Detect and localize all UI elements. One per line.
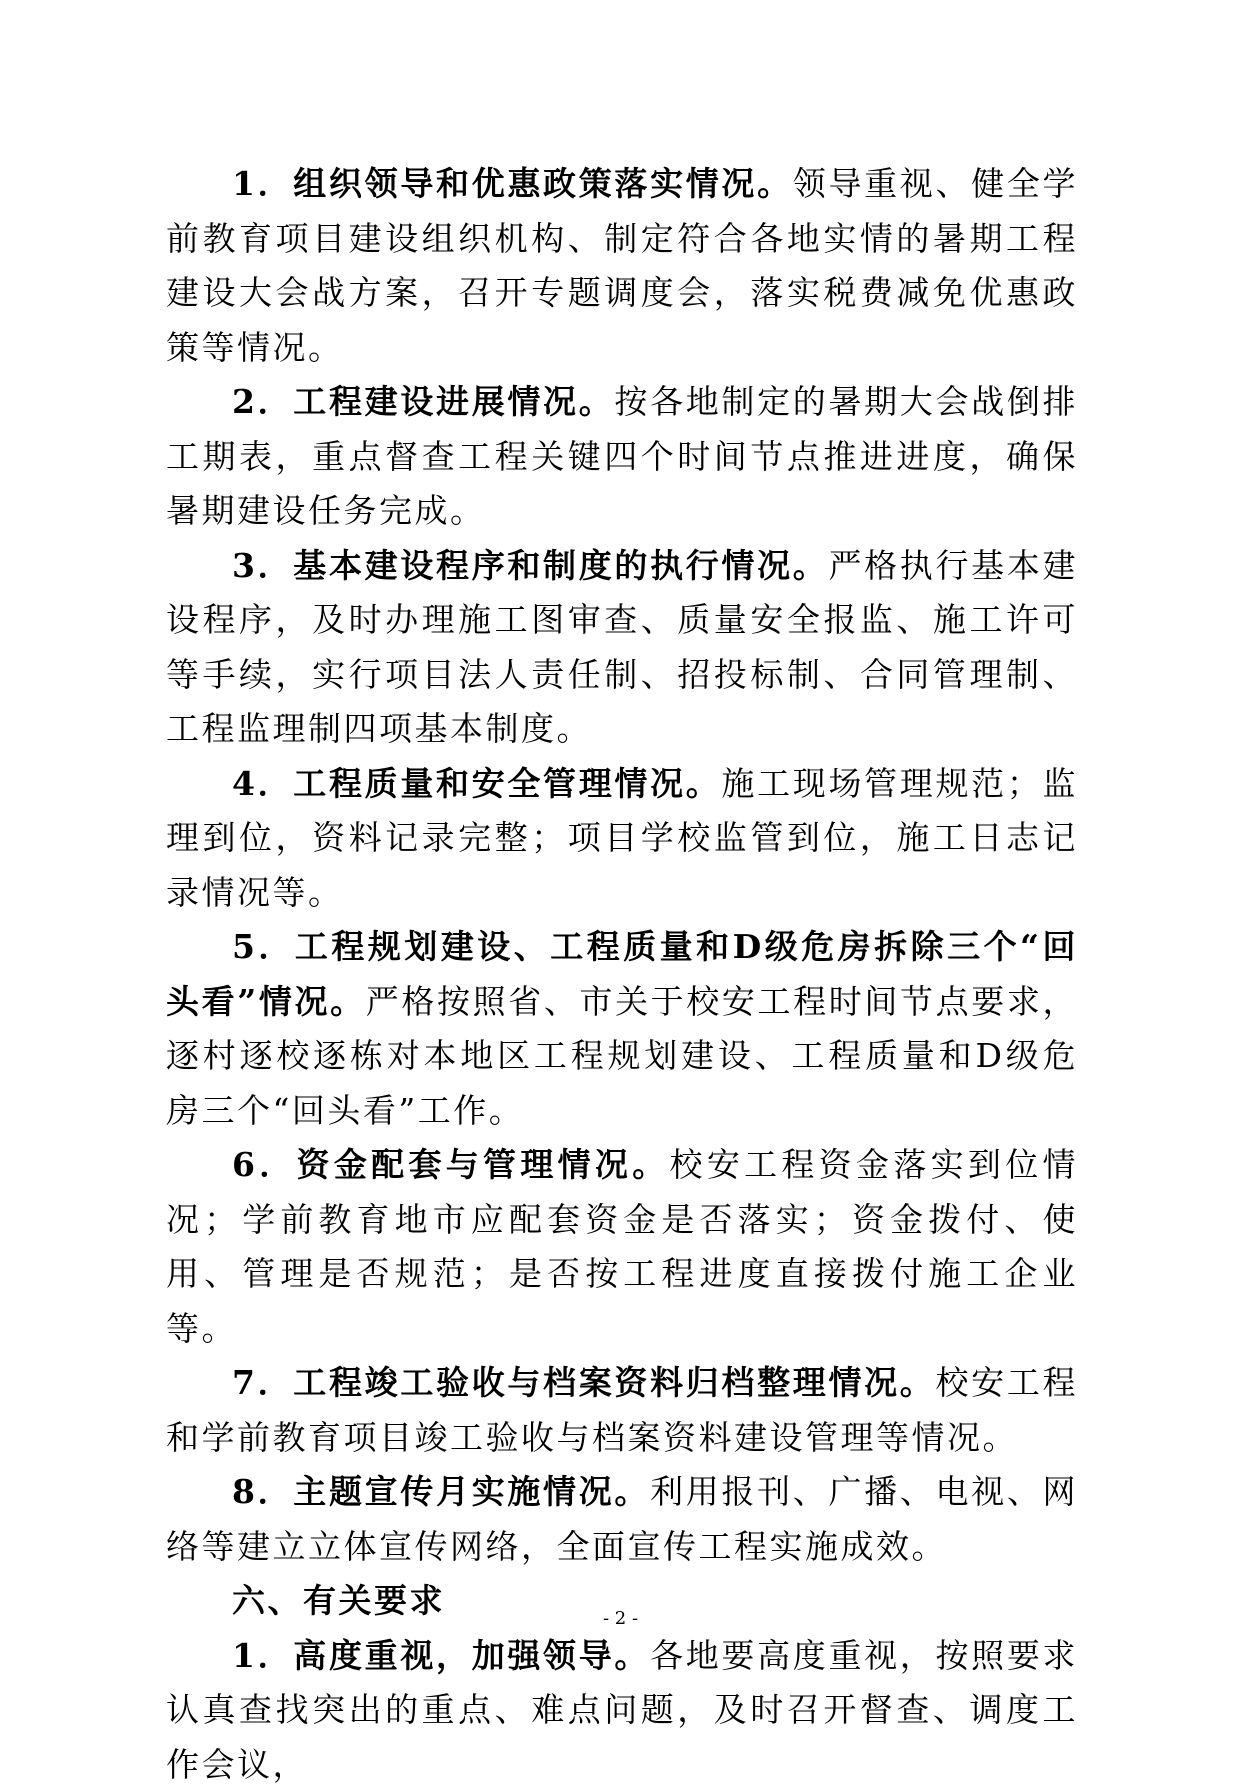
- paragraph-1: [166, 157, 1078, 375]
- paragraph-3-title: 3．基本建设程序和制度的执行情况。: [232, 546, 828, 585]
- section-heading: 六、有关要求: [166, 1574, 1078, 1629]
- paragraph-2-title: 2．工程建设进展情况。: [232, 382, 614, 421]
- paragraph-2-text: 按各地制定的暑期大会战倒排工期表，重点督查工程关键四个时间节点推进进度，确保暑期建设任务完成。: [166, 382, 1078, 530]
- paragraph-3-text: 严格执行基本建设程序，及时办理施工图审查、质量安全报监、施工许可等手续，实行项目法人责任制、招投标制、合同管理制、工程监理制四项基本制度。: [166, 546, 1078, 749]
- paragraph-7-text: 校安工程和学前教育项目竣工验收与档案资料建设管理等情况。: [166, 1363, 1078, 1457]
- paragraph-1-text: 领导重视、健全学前教育项目建设组织机构、制定符合各地实情的暑期工程建设大会战方案，召开专题调度会，落实税费减免优惠政策等情况。: [166, 164, 1078, 367]
- document-body: [166, 157, 1078, 1792]
- requirement-1-text: 各地要高度重视，按照要求认真查找突出的重点、难点问题，及时召开督查、调度工作会议，: [166, 1636, 1078, 1784]
- requirement-1: [166, 1629, 1078, 1792]
- paragraph-4-text: 施工现场管理规范；监理到位，资料记录完整；项目学校监管到位，施工日志记录情况等。: [166, 764, 1078, 912]
- paragraph-5: [166, 920, 1078, 1138]
- paragraph-8-title: 8．主题宣传月实施情况。: [232, 1472, 650, 1511]
- paragraph-4: [166, 757, 1078, 921]
- paragraph-1-title: 1．组织领导和优惠政策落实情况。: [232, 164, 793, 203]
- paragraph-7: [166, 1356, 1078, 1465]
- paragraph-8-text: 利用报刊、广播、电视、网络等建立立体宣传网络，全面宣传工程实施成效。: [166, 1472, 1078, 1566]
- paragraph-5-text: 严格按照省、市关于校安工程时间节点要求，逐村逐校逐栋对本地区工程规划建设、工程质量和D级危房三个“回头看”工作。: [166, 982, 1078, 1130]
- paragraph-2: [166, 375, 1078, 539]
- paragraph-6: [166, 1138, 1078, 1356]
- paragraph-6-title: 6．资金配套与管理情况。: [232, 1145, 670, 1184]
- paragraph-7-title: 7．工程竣工验收与档案资料归档整理情况。: [232, 1363, 935, 1402]
- page-number: - 2 -: [0, 1608, 1241, 1629]
- requirement-1-title: 1．高度重视，加强领导。: [232, 1636, 650, 1675]
- paragraph-5-title: 5．工程规划建设、工程质量和D级危房拆除三个“回头看”情况。: [166, 927, 1078, 1021]
- paragraph-3: [166, 539, 1078, 757]
- paragraph-4-title: 4．工程质量和安全管理情况。: [232, 764, 721, 803]
- paragraph-8: [166, 1465, 1078, 1574]
- paragraph-6-text: 校安工程资金落实到位情况；学前教育地市应配套资金是否落实；资金拨付、使用、管理是否规范；是否按工程进度直接拨付施工企业等。: [166, 1145, 1078, 1348]
